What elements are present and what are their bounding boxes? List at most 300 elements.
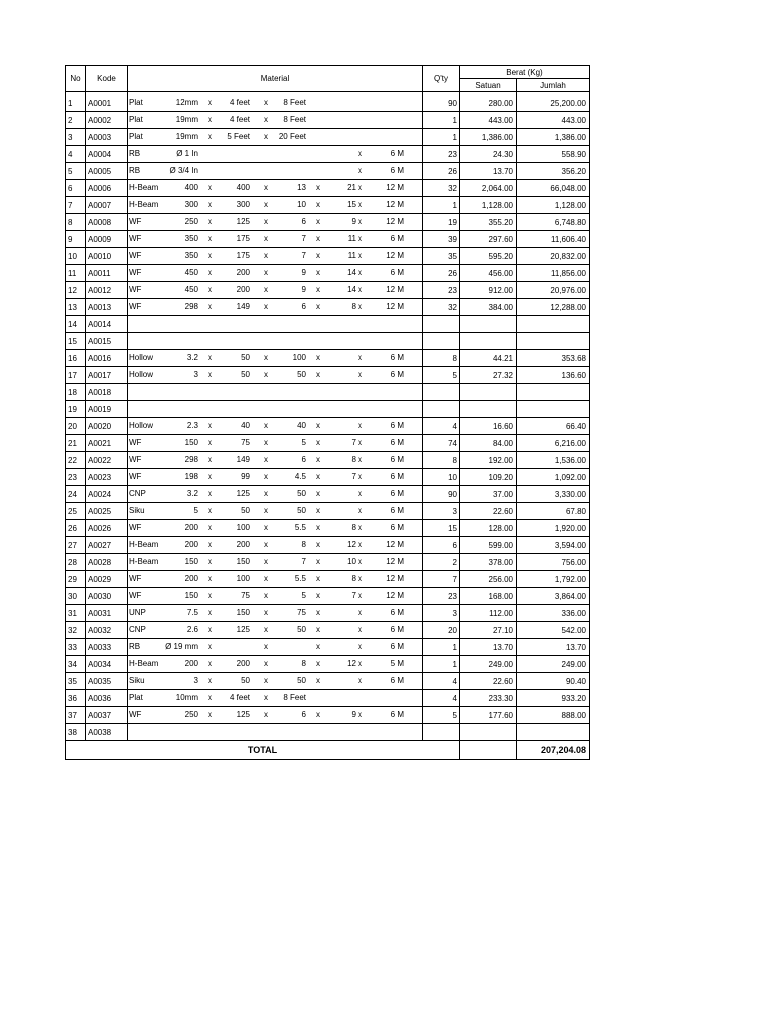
row-satuan: 109.20 (460, 469, 517, 486)
material-d3: 75 (297, 608, 306, 617)
material-x2: x (264, 625, 268, 634)
material-d3: 50 (297, 489, 306, 498)
material-x2: x (264, 574, 268, 583)
material-spec (128, 588, 423, 604)
material-x4: x (358, 217, 362, 226)
row-kode: A0033 (86, 639, 128, 656)
material-d2: 125 (236, 489, 250, 498)
row-material (128, 452, 423, 469)
row-kode: A0027 (86, 537, 128, 554)
row-satuan: 443.00 (460, 112, 517, 129)
material-d4: 11 (347, 234, 356, 243)
material-x1: x (208, 608, 212, 617)
row-qty: 1 (423, 197, 460, 214)
material-x2: x (264, 132, 268, 141)
material-d1: 450 (184, 268, 198, 277)
material-len: 12 M (386, 591, 404, 600)
material-d2: 100 (236, 523, 250, 532)
row-jumlah: 1,092.00 (517, 469, 590, 486)
material-d1: Ø 3/4 In (169, 166, 198, 175)
row-qty: 3 (423, 605, 460, 622)
row-no: 16 (66, 350, 86, 367)
table-row (66, 197, 590, 214)
material-x3: x (316, 608, 320, 617)
material-d1: 298 (184, 302, 198, 311)
table-row (66, 503, 590, 520)
table-row (66, 95, 590, 112)
material-spec (128, 418, 423, 434)
row-material (128, 197, 423, 214)
material-d4: 14 (347, 268, 356, 277)
material-type: WF (129, 217, 142, 226)
material-x4: x (358, 489, 362, 498)
material-d3: 7 (301, 234, 306, 243)
material-spec (128, 95, 423, 111)
table-row (66, 469, 590, 486)
row-no: 11 (66, 265, 86, 282)
row-qty (423, 316, 460, 333)
row-satuan: 912.00 (460, 282, 517, 299)
row-kode: A0031 (86, 605, 128, 622)
table-row (66, 656, 590, 673)
table-row (66, 605, 590, 622)
material-d4: 7 (351, 438, 356, 447)
material-len: 6 M (390, 608, 404, 617)
material-len: 6 M (390, 353, 404, 362)
row-qty: 2 (423, 554, 460, 571)
material-spec (128, 622, 423, 638)
material-type: UNP (129, 608, 146, 617)
material-x4: x (358, 234, 362, 243)
table-row (66, 231, 590, 248)
material-d1: 3.2 (186, 489, 198, 498)
material-type: H-Beam (129, 659, 159, 668)
table-row (66, 639, 590, 656)
row-satuan (460, 724, 517, 741)
row-no: 33 (66, 639, 86, 656)
material-d3: 50 (297, 625, 306, 634)
material-x4: x (358, 251, 362, 260)
table-row (66, 112, 590, 129)
table-row (66, 690, 590, 707)
header-berat: Berat (Kg) (460, 66, 590, 79)
row-jumlah: 888.00 (517, 707, 590, 724)
material-d3: 5.5 (294, 574, 306, 583)
material-d3: 50 (297, 506, 306, 515)
material-x4: x (358, 421, 362, 430)
material-table (65, 65, 590, 760)
material-d3: 20 Feet (278, 132, 306, 141)
row-qty: 6 (423, 537, 460, 554)
material-d2: 149 (236, 302, 250, 311)
total-label: TOTAL (66, 741, 460, 760)
row-jumlah: 1,536.00 (517, 452, 590, 469)
row-kode: A0010 (86, 248, 128, 265)
material-x3: x (316, 557, 320, 566)
material-d4: 21 (347, 183, 356, 192)
material-type: CNP (129, 625, 146, 634)
row-jumlah: 12,288.00 (517, 299, 590, 316)
material-spec (128, 214, 423, 230)
row-qty: 23 (423, 146, 460, 163)
material-type: WF (129, 710, 142, 719)
row-satuan: 16.60 (460, 418, 517, 435)
row-jumlah: 3,864.00 (517, 588, 590, 605)
row-satuan: 27.32 (460, 367, 517, 384)
row-qty: 32 (423, 180, 460, 197)
row-qty (423, 333, 460, 350)
material-type: WF (129, 455, 142, 464)
row-material (128, 520, 423, 537)
material-x3: x (316, 591, 320, 600)
material-spec (128, 452, 423, 468)
material-d1: 150 (184, 438, 198, 447)
row-jumlah: 3,594.00 (517, 537, 590, 554)
material-spec (128, 639, 423, 655)
row-no: 23 (66, 469, 86, 486)
row-kode: A0007 (86, 197, 128, 214)
material-x4: x (358, 710, 362, 719)
material-d1: 3 (193, 370, 198, 379)
material-len: 6 M (390, 642, 404, 651)
material-d4: 12 (347, 540, 356, 549)
row-kode: A0004 (86, 146, 128, 163)
row-kode: A0008 (86, 214, 128, 231)
material-d1: 19mm (175, 132, 198, 141)
material-x4: x (358, 183, 362, 192)
row-qty (423, 401, 460, 418)
header-jumlah: Jumlah (517, 79, 590, 92)
row-material (128, 282, 423, 299)
row-material (128, 724, 423, 741)
table-row (66, 350, 590, 367)
material-spec (128, 367, 423, 383)
table-row (66, 180, 590, 197)
row-no: 5 (66, 163, 86, 180)
material-d2: 50 (241, 370, 250, 379)
material-x1: x (208, 132, 212, 141)
table-row (66, 435, 590, 452)
material-d3: 40 (297, 421, 306, 430)
row-satuan: 192.00 (460, 452, 517, 469)
material-d4: 12 (347, 659, 356, 668)
material-x2: x (264, 183, 268, 192)
table-row (66, 401, 590, 418)
row-no: 18 (66, 384, 86, 401)
row-jumlah: 6,748.80 (517, 214, 590, 231)
material-x2: x (264, 693, 268, 702)
material-d2: 75 (241, 591, 250, 600)
material-spec (128, 129, 423, 145)
row-satuan: 595.20 (460, 248, 517, 265)
material-type: WF (129, 438, 142, 447)
material-d2: 125 (236, 710, 250, 719)
material-len: 12 M (386, 251, 404, 260)
material-d3: 5 (301, 438, 306, 447)
material-x3: x (316, 183, 320, 192)
row-no: 31 (66, 605, 86, 622)
row-material (128, 367, 423, 384)
material-x1: x (208, 693, 212, 702)
material-len: 6 M (390, 472, 404, 481)
row-no: 28 (66, 554, 86, 571)
row-qty (423, 724, 460, 741)
table-row (66, 418, 590, 435)
table-row (66, 707, 590, 724)
material-spec (128, 384, 423, 400)
material-d1: 150 (184, 591, 198, 600)
material-x2: x (264, 421, 268, 430)
material-x4: x (358, 506, 362, 515)
material-x1: x (208, 268, 212, 277)
table-row (66, 486, 590, 503)
material-d3: 6 (301, 302, 306, 311)
material-d2: 200 (236, 540, 250, 549)
row-material (128, 180, 423, 197)
row-satuan: 233.30 (460, 690, 517, 707)
row-kode: A0016 (86, 350, 128, 367)
row-material (128, 129, 423, 146)
material-d1: 200 (184, 659, 198, 668)
material-x4: x (358, 591, 362, 600)
row-no: 2 (66, 112, 86, 129)
material-x4: x (358, 438, 362, 447)
table-row (66, 367, 590, 384)
row-satuan: 27.10 (460, 622, 517, 639)
row-kode: A0024 (86, 486, 128, 503)
material-x1: x (208, 234, 212, 243)
material-x2: x (264, 251, 268, 260)
table-row (66, 146, 590, 163)
material-x4: x (358, 523, 362, 532)
row-kode: A0017 (86, 367, 128, 384)
row-kode: A0013 (86, 299, 128, 316)
row-qty: 26 (423, 265, 460, 282)
material-d1: 12mm (175, 98, 198, 107)
row-qty: 90 (423, 95, 460, 112)
table-row (66, 299, 590, 316)
material-type: CNP (129, 489, 146, 498)
row-jumlah: 1,128.00 (517, 197, 590, 214)
table-row (66, 265, 590, 282)
material-x3: x (316, 523, 320, 532)
material-d3: 9 (301, 285, 306, 294)
material-x4: x (358, 625, 362, 634)
material-x3: x (316, 574, 320, 583)
row-no: 38 (66, 724, 86, 741)
material-x2: x (264, 591, 268, 600)
row-material (128, 605, 423, 622)
material-spec (128, 707, 423, 723)
material-x4: x (358, 608, 362, 617)
material-d1: 150 (184, 557, 198, 566)
material-d2: 5 Feet (227, 132, 250, 141)
material-x4: x (358, 472, 362, 481)
table-row (66, 537, 590, 554)
material-x2: x (264, 506, 268, 515)
row-no: 6 (66, 180, 86, 197)
row-satuan: 456.00 (460, 265, 517, 282)
material-x2: x (264, 489, 268, 498)
material-len: 6 M (390, 268, 404, 277)
row-material (128, 690, 423, 707)
row-jumlah: 3,330.00 (517, 486, 590, 503)
material-x1: x (208, 251, 212, 260)
row-no: 32 (66, 622, 86, 639)
material-spec (128, 231, 423, 247)
material-d2: 50 (241, 676, 250, 685)
header-row (66, 66, 590, 79)
row-jumlah: 249.00 (517, 656, 590, 673)
material-x2: x (264, 217, 268, 226)
material-spec (128, 571, 423, 587)
material-x1: x (208, 217, 212, 226)
material-x4: x (358, 659, 362, 668)
row-kode: A0014 (86, 316, 128, 333)
row-material (128, 588, 423, 605)
row-no: 14 (66, 316, 86, 333)
row-jumlah: 756.00 (517, 554, 590, 571)
row-satuan: 297.60 (460, 231, 517, 248)
row-kode: A0025 (86, 503, 128, 520)
row-qty: 8 (423, 350, 460, 367)
material-len: 12 M (386, 540, 404, 549)
material-d4: 8 (351, 523, 356, 532)
row-qty: 74 (423, 435, 460, 452)
row-qty: 7 (423, 571, 460, 588)
material-x3: x (316, 285, 320, 294)
row-jumlah: 13.70 (517, 639, 590, 656)
table-row (66, 724, 590, 741)
material-d3: 5 (301, 591, 306, 600)
material-x4: x (358, 268, 362, 277)
material-x1: x (208, 591, 212, 600)
material-x1: x (208, 676, 212, 685)
material-x3: x (316, 421, 320, 430)
row-satuan (460, 384, 517, 401)
material-spec (128, 197, 423, 213)
material-d1: 250 (184, 710, 198, 719)
material-len: 6 M (390, 234, 404, 243)
table-row (66, 384, 590, 401)
material-type: Plat (129, 115, 143, 124)
material-x1: x (208, 285, 212, 294)
row-material (128, 707, 423, 724)
row-qty: 4 (423, 418, 460, 435)
material-d1: 3.2 (186, 353, 198, 362)
row-jumlah: 6,216.00 (517, 435, 590, 452)
row-qty: 32 (423, 299, 460, 316)
row-kode: A0028 (86, 554, 128, 571)
material-d4: 7 (351, 591, 356, 600)
material-type: WF (129, 251, 142, 260)
material-x3: x (316, 251, 320, 260)
row-no: 15 (66, 333, 86, 350)
material-len: 6 M (390, 421, 404, 430)
material-type: H-Beam (129, 200, 159, 209)
material-x1: x (208, 353, 212, 362)
material-spec (128, 673, 423, 689)
row-no: 4 (66, 146, 86, 163)
material-d1: 2.3 (186, 421, 198, 430)
row-satuan (460, 316, 517, 333)
material-x3: x (316, 200, 320, 209)
material-d2: 200 (236, 659, 250, 668)
table-row (66, 333, 590, 350)
material-x3: x (316, 540, 320, 549)
row-satuan: 249.00 (460, 656, 517, 673)
material-d3: 8 Feet (283, 98, 306, 107)
material-x4: x (358, 285, 362, 294)
row-material (128, 384, 423, 401)
row-qty: 90 (423, 486, 460, 503)
material-x2: x (264, 523, 268, 532)
material-spec (128, 435, 423, 451)
row-kode: A0019 (86, 401, 128, 418)
row-no: 26 (66, 520, 86, 537)
material-x1: x (208, 557, 212, 566)
material-x2: x (264, 659, 268, 668)
row-material (128, 503, 423, 520)
material-x2: x (264, 557, 268, 566)
table-body (66, 95, 590, 741)
material-d1: 450 (184, 285, 198, 294)
material-d1: 5 (193, 506, 198, 515)
material-x1: x (208, 642, 212, 651)
row-jumlah (517, 316, 590, 333)
row-jumlah: 90.40 (517, 673, 590, 690)
material-spec (128, 520, 423, 536)
material-d3: 8 Feet (283, 115, 306, 124)
material-x3: x (316, 506, 320, 515)
material-x1: x (208, 710, 212, 719)
header-kode: Kode (86, 66, 128, 92)
row-no: 36 (66, 690, 86, 707)
row-material (128, 435, 423, 452)
row-satuan: 112.00 (460, 605, 517, 622)
table-row (66, 554, 590, 571)
material-d2: 200 (236, 285, 250, 294)
row-satuan (460, 333, 517, 350)
row-no: 29 (66, 571, 86, 588)
row-no: 27 (66, 537, 86, 554)
material-d1: 198 (184, 472, 198, 481)
material-spec (128, 486, 423, 502)
material-len: 5 M (390, 659, 404, 668)
material-x2: x (264, 676, 268, 685)
material-type: WF (129, 268, 142, 277)
material-d1: 200 (184, 540, 198, 549)
material-type: Hollow (129, 353, 154, 362)
material-x2: x (264, 98, 268, 107)
row-material (128, 486, 423, 503)
material-spec (128, 265, 423, 281)
row-satuan: 599.00 (460, 537, 517, 554)
row-no: 25 (66, 503, 86, 520)
material-x1: x (208, 625, 212, 634)
row-kode: A0012 (86, 282, 128, 299)
material-d3: 7 (301, 557, 306, 566)
material-d4: 8 (351, 455, 356, 464)
material-x4: x (358, 200, 362, 209)
total-row (66, 741, 590, 760)
material-d1: 3 (193, 676, 198, 685)
row-satuan: 24.30 (460, 146, 517, 163)
row-material (128, 469, 423, 486)
header-qty: Q'ty (423, 66, 460, 92)
material-d2: 4 feet (229, 98, 250, 107)
material-d2: 149 (236, 455, 250, 464)
